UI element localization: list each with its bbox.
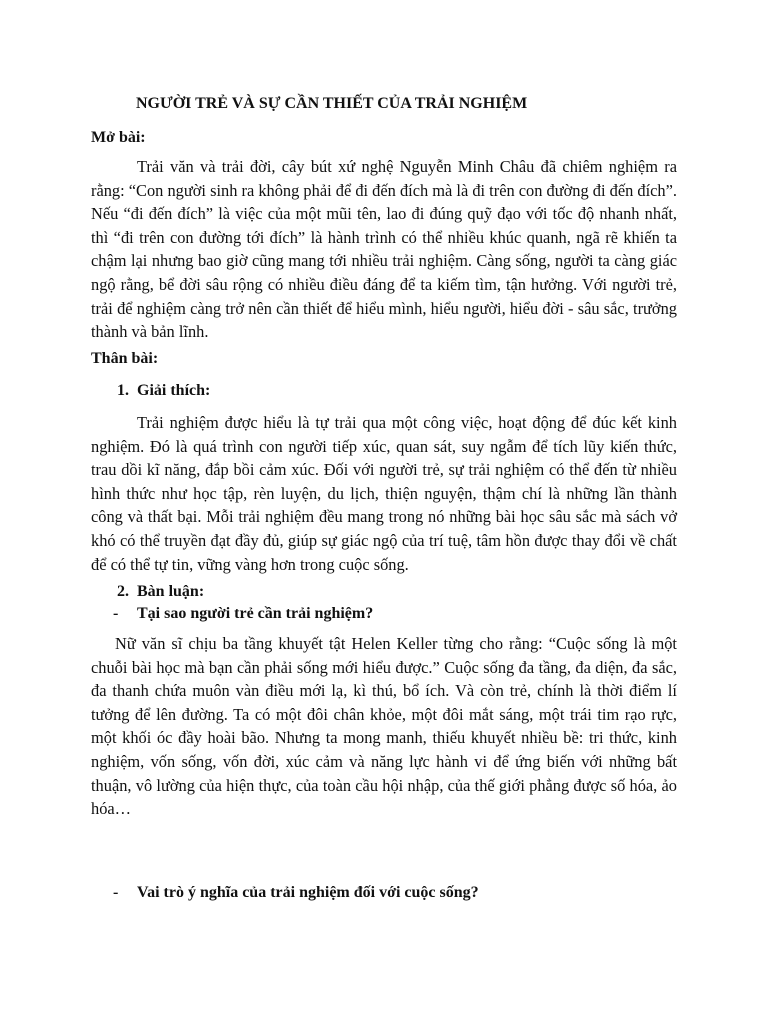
- sub-1-paragraph: Nữ văn sĩ chịu ba tầng khuyết tật Helen Keller từng cho rằng: “Cuộc sống là một chuỗi bài học mà bạn cần phải sống mới hiểu được.” Cuộc sống đa tầng, đa diện, đa sắc, đa thanh chứa muôn vàn điều mới lạ, kì thú, bổ ích. Và còn trẻ, chính là thời điểm lí tưởng để lên đường. Ta có một đôi chân khỏe, một đôi mắt sáng, một trái tim rạo rực, một khối óc đầy hoài bão. Nhưng ta mong manh, thiếu khuyết nhiều bề: tri thức, kinh nghiệm, vốn sống, vốn đời, xúc cảm và năng lực hành vi để ứng biến với những bất thuận, vô lường của hiện thực, của toàn cầu hội nhập, của thế giới phẳng được số hóa, ảo hóa…: [91, 634, 677, 819]
- page-title: NGƯỜI TRẺ VÀ SỰ CẦN THIẾT CỦA TRẢI NGHIỆM: [136, 95, 528, 112]
- dash-mark: -: [113, 605, 119, 622]
- section-1-heading: [117, 382, 210, 400]
- body-heading: Thân bài:: [91, 350, 159, 367]
- sub-1-heading: [113, 605, 373, 623]
- sub-2-label: Vai trò ý nghĩa của trải nghiệm đối với cuộc sống?: [137, 884, 479, 901]
- section-2-number: 2.: [117, 583, 129, 600]
- section-1-label: Giải thích:: [137, 382, 211, 399]
- sub-2-heading: [113, 884, 479, 902]
- section-2-label: Bàn luận:: [137, 583, 205, 600]
- section-1-number: 1.: [117, 382, 129, 399]
- sub-1-label: Tại sao người trẻ cần trải nghiệm?: [137, 605, 374, 622]
- section-2-heading: [117, 583, 204, 601]
- dash-mark: -: [113, 884, 119, 901]
- section-1-paragraph: Trải nghiệm được hiểu là tự trải qua một công việc, hoạt động để đúc kết kinh nghiệm. Đó là quá trình con người tiếp xúc, quan sát, suy ngẫm để tích lũy kiến thức, trau dồi kĩ năng, đắp bồi cảm xúc. Đối với người trẻ, sự trải nghiệm có thể đến từ nhiều hình thức như học tập, rèn luyện, du lịch, thiện nguyện, thậm chí là những lần thành công và thất bại. Mỗi trải nghiệm đều mang trong nó những bài học sâu sắc mà sách vở khó có thể truyền đạt đầy đủ, giúp sự giác ngộ của trí tuệ, tâm hồn được thay đổi về chất để có thể tự tin, vững vàng hơn trong cuộc sống.: [91, 413, 677, 574]
- intro-heading: Mở bài:: [91, 129, 146, 146]
- intro-paragraph: Trải văn và trải đời, cây bút xứ nghệ Nguyễn Minh Châu đã chiêm nghiệm ra rằng: “Con người sinh ra không phải để đi đến đích mà là đi trên con đường đi đến đích”. Nếu “đi đến đích” là việc của một mũi tên, lao đi đúng quỹ đạo với tốc độ nhanh nhất, thì “đi trên con đường tới đích” là hành trình có thể nhiều khúc quanh, ngã rẽ khiến ta chậm lại nhưng bao giờ cũng mang tới nhiều trải nghiệm. Càng sống, người ta càng giác ngộ rằng, bể đời sâu rộng có nhiều điều đáng để ta kiếm tìm, tận hưởng. Với người trẻ, trải để nghiệm càng trở nên cần thiết để hiểu mình, hiểu người, hiểu đời - sâu sắc, trưởng thành và bản lĩnh.: [91, 157, 677, 342]
